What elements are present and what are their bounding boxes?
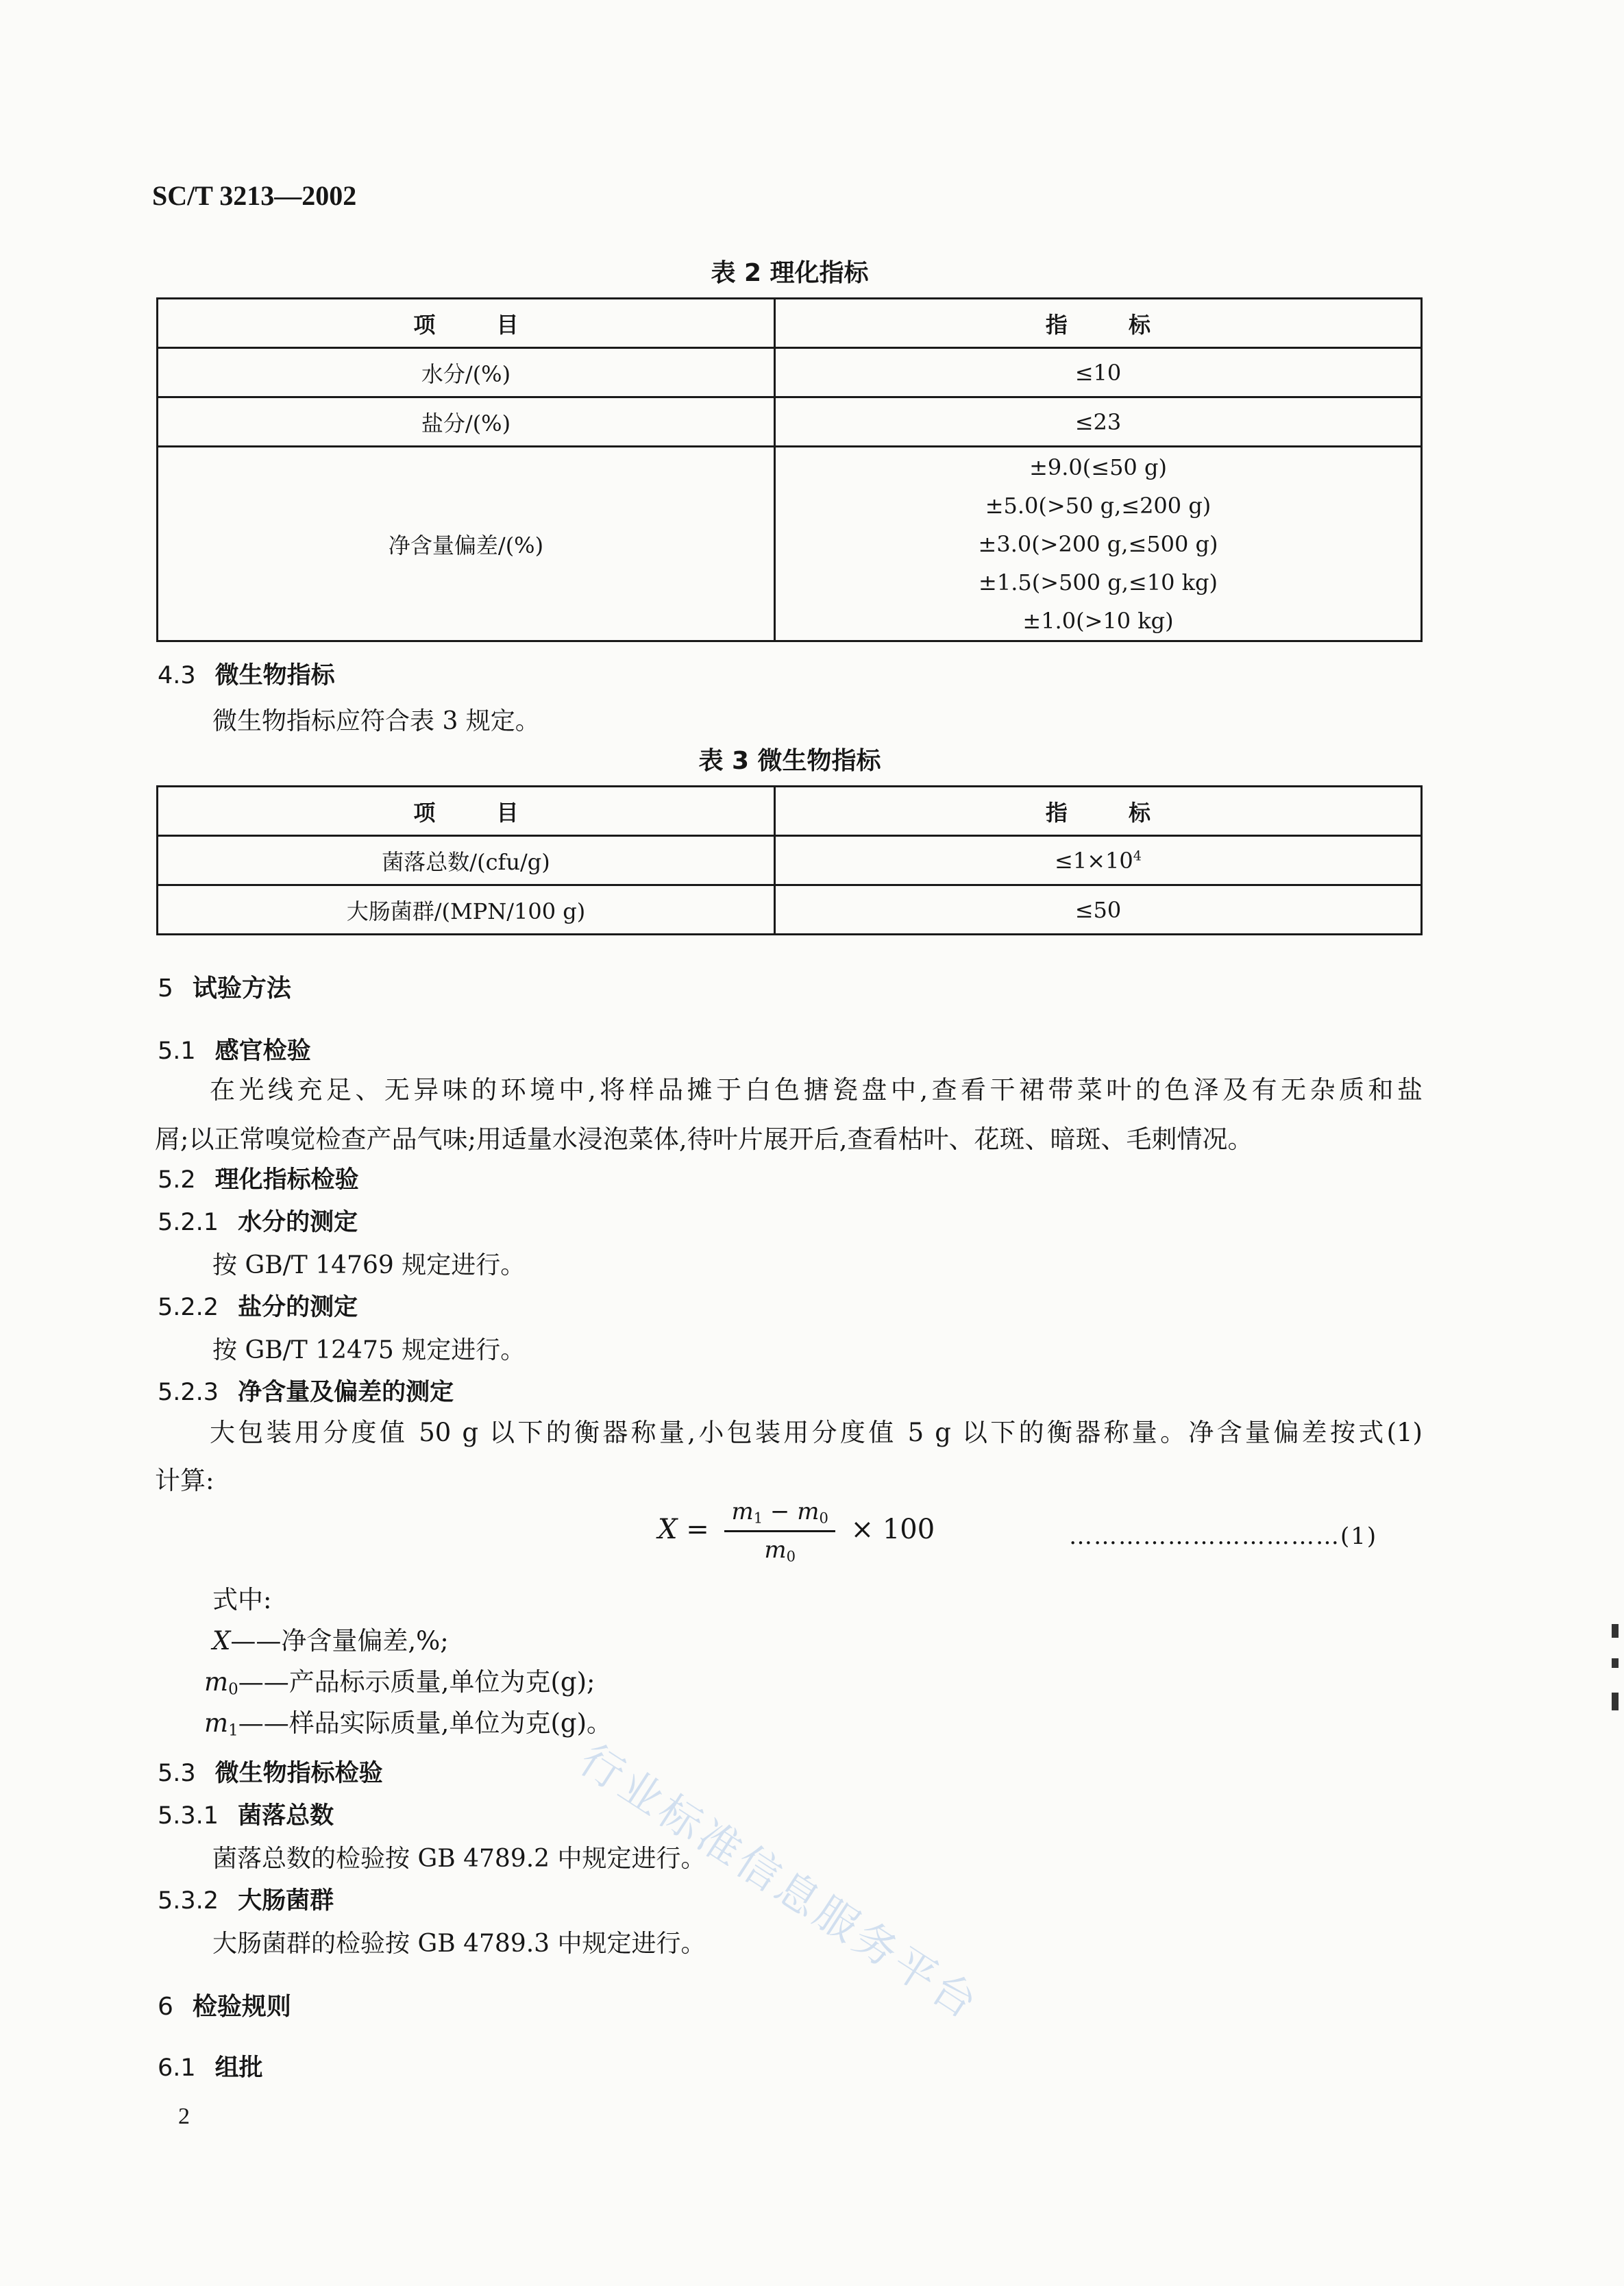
section-5-1-paragraph: 在光线充足、无异味的环境中,将样品摊于白色搪瓷盘中,查看干裙带菜叶的色泽及有无杂质和盐 — [210, 1075, 1423, 1105]
section-5-2-3-paragraph: 大包装用分度值 50 g 以下的衡器称量,小包装用分度值 5 g 以下的衡器称量。净含量偏差按式(1) — [210, 1418, 1423, 1447]
scan-speck — [1612, 1693, 1619, 1710]
tolerance-line: ±9.0(≤50 g) — [1029, 454, 1167, 480]
table2-cell-item: 净含量偏差/(%) — [158, 447, 775, 641]
table2-caption: 表 2 理化指标 — [711, 259, 869, 287]
table3-cell-value: $\le 1\times 10^4$ — [775, 836, 1422, 885]
table3-cell-item: 菌落总数/(cfu/g) — [158, 836, 775, 885]
tolerance-line: ±5.0(>50 g,≤200 g) — [985, 492, 1211, 519]
formula-number: ……………………………(1) — [1069, 1523, 1378, 1550]
section-6-heading: 6 检验规则 — [158, 1993, 291, 2021]
table2-cell-value: ≤10 — [775, 348, 1422, 397]
table3-cell-value: ≤50 — [775, 885, 1422, 935]
section-5-3-2-heading: 5.3.2 大肠菌群 — [158, 1887, 334, 1915]
table2-cell-value-list — [775, 447, 1422, 641]
where-item: $m_0——$产品标示质量,单位为克(g); — [204, 1667, 595, 1699]
section-5-3-1-heading: 5.3.1 菌落总数 — [158, 1802, 334, 1830]
formula-denominator: $m_0$ — [764, 1536, 796, 1565]
table-row — [158, 348, 1422, 397]
section-5-1-paragraph-line2: 屑;以正常嗅觉检查产品气味;用适量水浸泡菜体,待叶片展开后,查看枯叶、花斑、暗斑、毛刺情况。 — [155, 1124, 1253, 1154]
table2-cell-item: 水分/(%) — [158, 348, 775, 397]
formula-numerator: $m_1 - m_0$ — [724, 1498, 835, 1532]
section-5-2-heading: 5.2 理化指标检验 — [158, 1166, 359, 1194]
section-5-2-2-heading: 5.2.2 盐分的测定 — [158, 1294, 358, 1321]
section-4-3-heading: 4.3 微生物指标 — [158, 662, 335, 689]
tolerance-line: ±3.0(>200 g,≤500 g) — [978, 530, 1218, 557]
table3-caption: 表 3 微生物指标 — [698, 747, 881, 775]
table2-header-value: 指 标 — [775, 299, 1422, 348]
scan-speck — [1612, 1658, 1619, 1668]
tolerance-line: ±1.5(>500 g,≤10 kg) — [979, 569, 1218, 595]
standard-code: SC/T 3213—2002 — [152, 180, 357, 211]
table-row — [158, 397, 1422, 447]
formula-fraction — [724, 1498, 835, 1565]
section-5-2-3-heading: 5.2.3 净含量及偏差的测定 — [158, 1379, 454, 1406]
where-item: X——净含量偏差,%; — [212, 1626, 449, 1656]
formula-lhs: X = — [658, 1513, 709, 1545]
where-intro: 式中: — [212, 1585, 272, 1614]
table-row — [158, 836, 1422, 885]
table2-header-row — [158, 299, 1422, 348]
where-item: $m_1——$样品实际质量,单位为克(g)。 — [204, 1708, 613, 1740]
section-5-1-heading: 5.1 感官检验 — [158, 1037, 311, 1065]
section-4-3-text: 微生物指标应符合表 3 规定。 — [212, 707, 540, 735]
table3-header-item: 项 目 — [158, 787, 775, 836]
table3-cell-item: 大肠菌群/(MPN/100 g) — [158, 885, 775, 935]
section-5-3-2-text: 大肠菌群的检验按 GB 4789.3 中规定进行。 — [212, 1930, 706, 1958]
formula-1 — [658, 1498, 935, 1565]
scan-speck — [1612, 1624, 1619, 1638]
table2-cell-value: ≤23 — [775, 397, 1422, 447]
section-5-3-heading: 5.3 微生物指标检验 — [158, 1760, 383, 1787]
table2-cell-item: 盐分/(%) — [158, 397, 775, 447]
section-5-heading: 5 试验方法 — [158, 974, 291, 1003]
section-5-2-1-text: 按 GB/T 14769 规定进行。 — [212, 1251, 526, 1279]
table3 — [156, 785, 1423, 935]
table3-header-row — [158, 787, 1422, 836]
section-5-2-1-heading: 5.2.1 水分的测定 — [158, 1209, 358, 1236]
table2 — [156, 297, 1423, 642]
table-row — [158, 885, 1422, 935]
section-6-1-heading: 6.1 组批 — [158, 2054, 263, 2082]
section-5-2-3-paragraph-line2: 计算: — [155, 1466, 214, 1495]
watermark: 行业标准信息服务平台 — [571, 1734, 989, 2030]
table3-header-value: 指 标 — [775, 787, 1422, 836]
page-number: 2 — [178, 2104, 190, 2129]
tolerance-line: ±1.0(>10 kg) — [1022, 607, 1174, 634]
table-row — [158, 447, 1422, 641]
section-5-3-1-text: 菌落总数的检验按 GB 4789.2 中规定进行。 — [212, 1845, 706, 1873]
formula-multiplier: × 100 — [850, 1513, 935, 1545]
table2-header-item: 项 目 — [158, 299, 775, 348]
section-5-2-2-text: 按 GB/T 12475 规定进行。 — [212, 1336, 526, 1364]
